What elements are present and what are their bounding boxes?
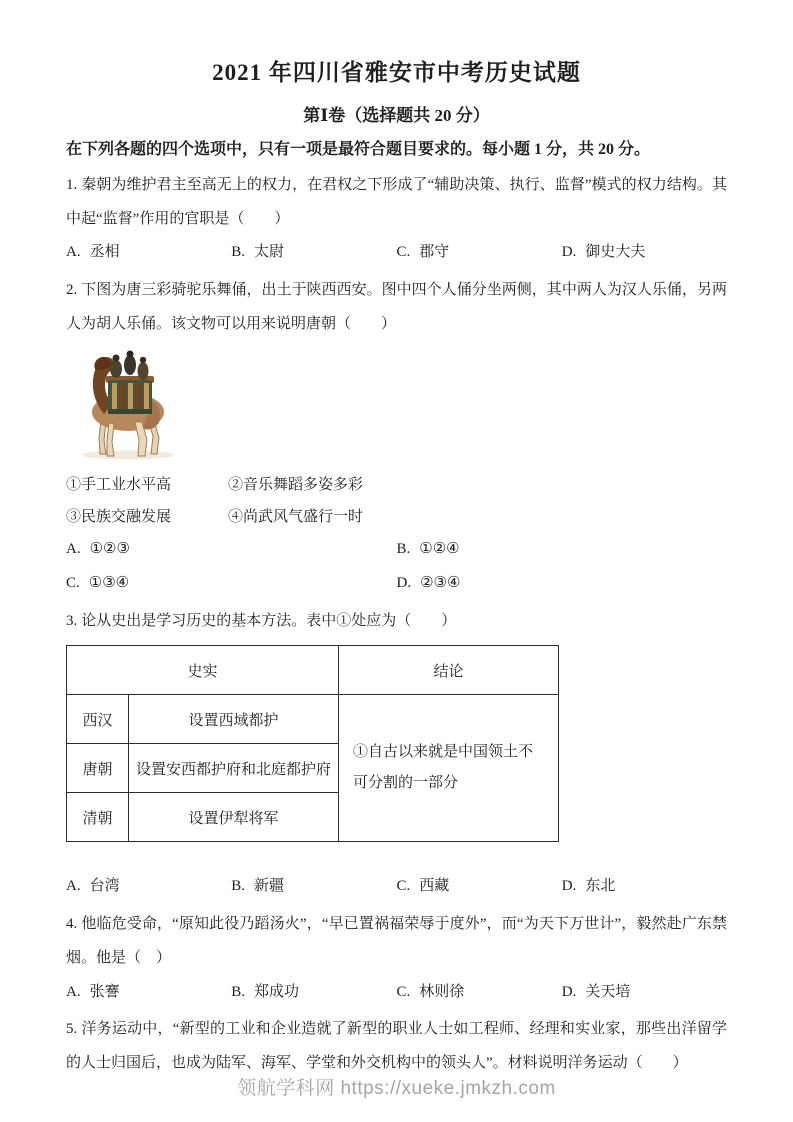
section-title: 第Ⅰ卷（选择题共 20 分）	[303, 106, 490, 125]
subitem-3: ③民族交融发展	[66, 508, 172, 525]
fact-cell: 设置安西都护府和北庭都护府	[129, 744, 339, 793]
option-text: 新疆	[254, 878, 285, 895]
question-5-body: 洋务运动中，“新型的工业和企业造就了新型的职业人士如工程师、经理和实业家，那些出洋留学的人士归国后，也成为陆军、海军、学堂和外交机构中的领头人”。材料说明洋务运动（ ）	[66, 1021, 727, 1072]
question-2-figure	[66, 350, 727, 467]
option-text: ①②③	[89, 541, 130, 558]
question-1-option-a	[66, 236, 231, 270]
option-text: ①③④	[88, 574, 130, 591]
option-text: 林则徐	[419, 983, 465, 1000]
option-label: D.	[561, 244, 577, 261]
question-1-number: 1.	[66, 176, 78, 193]
option-label: C.	[396, 983, 411, 1000]
question-1-options	[66, 236, 727, 270]
option-label: D.	[561, 878, 577, 895]
question-4-text	[66, 908, 727, 976]
table-row	[67, 695, 559, 744]
question-2-subitems-row-1	[66, 469, 727, 501]
option-label: D.	[396, 574, 412, 591]
subitem-1: ①手工业水平高	[66, 476, 172, 493]
question-4-option-c	[397, 976, 562, 1010]
era-cell: 西汉	[67, 695, 129, 744]
question-2-subitems-row-2	[66, 501, 727, 533]
option-label: C.	[396, 244, 411, 261]
option-label: C.	[396, 878, 411, 895]
option-label: A.	[66, 878, 81, 895]
question-2-option-d	[397, 567, 728, 601]
question-4-options	[66, 976, 727, 1010]
subitem-2: ②音乐舞蹈多姿多彩	[228, 476, 364, 493]
option-text: 台湾	[89, 878, 120, 895]
question-2-body: 下图为唐三彩骑驼乐舞俑，出土于陕西西安。图中四个人俑分坐两侧，其中两人为汉人乐俑，另两人为胡人乐俑。该文物可以用来说明唐朝（ ）	[66, 282, 727, 332]
question-2-option-b	[397, 533, 728, 567]
question-2-option-c	[66, 567, 397, 601]
spacer	[66, 842, 727, 870]
question-5-text	[66, 1013, 727, 1081]
question-4-option-d	[562, 976, 727, 1010]
conclusion-cell: ①自古以来就是中国领土不可分割的一部分	[339, 695, 559, 842]
question-3-option-c	[397, 870, 562, 904]
camel-figurine-image	[66, 350, 191, 462]
option-text: 关天培	[585, 983, 631, 1000]
option-text: 郡守	[419, 244, 450, 261]
era-cell: 清朝	[67, 793, 129, 842]
question-4-option-b	[231, 976, 396, 1010]
option-label: A.	[66, 541, 81, 558]
option-text: 西藏	[419, 878, 450, 895]
option-label: A.	[66, 244, 81, 261]
question-1-option-b	[231, 236, 396, 270]
option-text: 太尉	[254, 244, 285, 261]
subitem-4: ④尚武风气盛行一时	[228, 508, 364, 525]
question-3-text	[66, 605, 727, 639]
question-2-options-row-2	[66, 567, 727, 601]
exam-instruction: 在下列各题的四个选项中，只有一项是最符合题目要求的。每小题 1 分，共 20 分。	[66, 141, 651, 158]
question-2-option-a	[66, 533, 397, 567]
table-header-row	[67, 646, 559, 695]
option-label: B.	[231, 983, 246, 1000]
question-1-text	[66, 169, 727, 237]
option-text: 东北	[585, 878, 616, 895]
option-label: A.	[66, 983, 81, 1000]
option-text: 御史大夫	[585, 244, 646, 261]
option-label: B.	[231, 244, 246, 261]
table-header-fact: 史实	[67, 646, 339, 695]
option-text: 郑成功	[254, 983, 300, 1000]
history-facts-table	[66, 645, 559, 842]
question-1-body: 秦朝为维护君主至高无上的权力，在君权之下形成了“辅助决策、执行、监督”模式的权力结构。其中起“监督”作用的官职是（ ）	[66, 176, 727, 227]
question-3-number: 3.	[66, 612, 78, 629]
fact-cell: 设置伊犁将军	[129, 793, 339, 842]
option-text: 张謇	[89, 983, 120, 1000]
option-text: 丞相	[89, 244, 120, 261]
question-2-options-row-1	[66, 533, 727, 567]
page-title: 2021 年四川省雅安市中考历史试题	[212, 60, 581, 85]
option-label: C.	[66, 574, 80, 591]
question-3-option-d	[562, 870, 727, 904]
question-1-option-d	[562, 236, 727, 270]
option-label: D.	[561, 983, 577, 1000]
option-text: ②③④	[420, 574, 461, 591]
option-text: ①②④	[419, 541, 460, 558]
question-5-number: 5.	[66, 1021, 78, 1038]
option-label: B.	[231, 878, 246, 895]
table-header-conclusion: 结论	[339, 646, 559, 695]
question-3-option-a	[66, 870, 231, 904]
question-3-option-b	[231, 870, 396, 904]
question-4-option-a	[66, 976, 231, 1010]
question-3-options	[66, 870, 727, 904]
question-1-option-c	[397, 236, 562, 270]
option-label: B.	[396, 541, 411, 558]
era-cell: 唐朝	[67, 744, 129, 793]
question-3-body: 论从史出是学习历史的基本方法。表中①处应为（ ）	[81, 612, 457, 629]
question-4-number: 4.	[66, 916, 78, 933]
watermark: 领航学科网 https://xueke.jmkzh.com	[237, 1078, 556, 1099]
question-4-body: 他临危受命，“原知此役乃蹈汤火”，“早已置祸福荣辱于度外”，而“为天下万世计”，毅然赴广东禁烟。他是（ ）	[66, 916, 727, 966]
question-2-text	[66, 274, 727, 342]
question-2-number: 2.	[66, 282, 78, 299]
fact-cell: 设置西域都护	[129, 695, 339, 744]
